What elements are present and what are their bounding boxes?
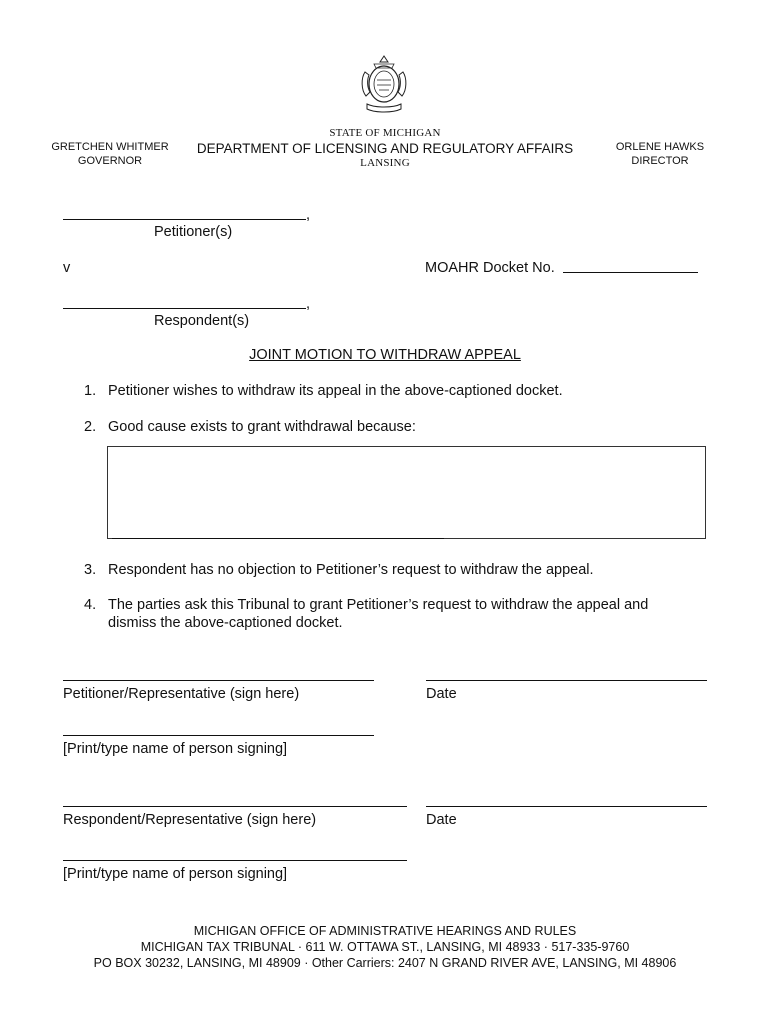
versus-label: v xyxy=(63,260,71,276)
reason-underline xyxy=(112,538,444,539)
item-text-continued: dismiss the above-captioned docket. xyxy=(108,615,343,631)
director-name: ORLENE HAWKS xyxy=(615,141,705,153)
respondent-signature-line[interactable] xyxy=(63,806,407,807)
item-number: 3. xyxy=(84,562,97,578)
petitioner-signature-line[interactable] xyxy=(63,680,374,681)
petitioner-sign-label: Petitioner/Representative (sign here) xyxy=(63,686,300,702)
respondent-name-field[interactable] xyxy=(63,308,306,309)
motion-title: JOINT MOTION TO WITHDRAW APPEAL xyxy=(249,347,521,363)
item-number: 2. xyxy=(84,419,97,435)
footer-po-box: PO BOX 30232, LANSING, MI 48909 · Other Carriers: 2407 N GRAND RIVER AVE, LANSING, MI 48906 xyxy=(93,956,677,970)
state-label: STATE OF MICHIGAN xyxy=(329,127,441,139)
petitioner-print-label: [Print/type name of person signing] xyxy=(63,741,288,757)
item-text: Respondent has no objection to Petitioner’s request to withdraw the appeal. xyxy=(108,562,594,578)
petitioner-print-name-line[interactable] xyxy=(63,735,374,736)
respondent-label: Respondent(s) xyxy=(154,313,250,329)
date-label-1: Date xyxy=(426,686,457,702)
petitioner-date-line[interactable] xyxy=(426,680,707,681)
item-text: The parties ask this Tribunal to grant Petitioner’s request to withdraw the appeal and xyxy=(108,597,649,613)
city-label: LANSING xyxy=(360,157,410,169)
item-number: 1. xyxy=(84,383,97,399)
respondent-date-line[interactable] xyxy=(426,806,707,807)
petitioner-label: Petitioner(s) xyxy=(154,224,233,240)
date-label-2: Date xyxy=(426,812,457,828)
item-number: 4. xyxy=(84,597,97,613)
withdrawal-reason-field[interactable] xyxy=(107,446,706,539)
footer-agency: MICHIGAN OFFICE OF ADMINISTRATIVE HEARINGS AND RULES xyxy=(193,924,577,938)
department-name: DEPARTMENT OF LICENSING AND REGULATORY AFFAIRS xyxy=(196,141,574,156)
governor-block xyxy=(40,140,180,168)
director-block xyxy=(590,140,730,168)
petitioner-comma: , xyxy=(306,207,311,223)
respondent-sign-label: Respondent/Representative (sign here) xyxy=(63,812,317,828)
footer-address: MICHIGAN TAX TRIBUNAL · 611 W. OTTAWA ST., LANSING, MI 48933 · 517-335-9760 xyxy=(140,940,630,954)
governor-name: GRETCHEN WHITMER xyxy=(51,141,169,153)
director-title: DIRECTOR xyxy=(631,155,689,167)
respondent-print-label: [Print/type name of person signing] xyxy=(63,866,288,882)
respondent-comma: , xyxy=(306,296,311,312)
docket-number-field[interactable] xyxy=(563,272,698,273)
docket-label: MOAHR Docket No. xyxy=(425,260,555,276)
petitioner-name-field[interactable] xyxy=(63,219,306,220)
item-text: Petitioner wishes to withdraw its appeal in the above-captioned docket. xyxy=(108,383,563,399)
item-text: Good cause exists to grant withdrawal because: xyxy=(108,419,416,435)
governor-title: GOVERNOR xyxy=(77,155,143,167)
state-seal-icon xyxy=(357,54,411,114)
respondent-print-name-line[interactable] xyxy=(63,860,407,861)
